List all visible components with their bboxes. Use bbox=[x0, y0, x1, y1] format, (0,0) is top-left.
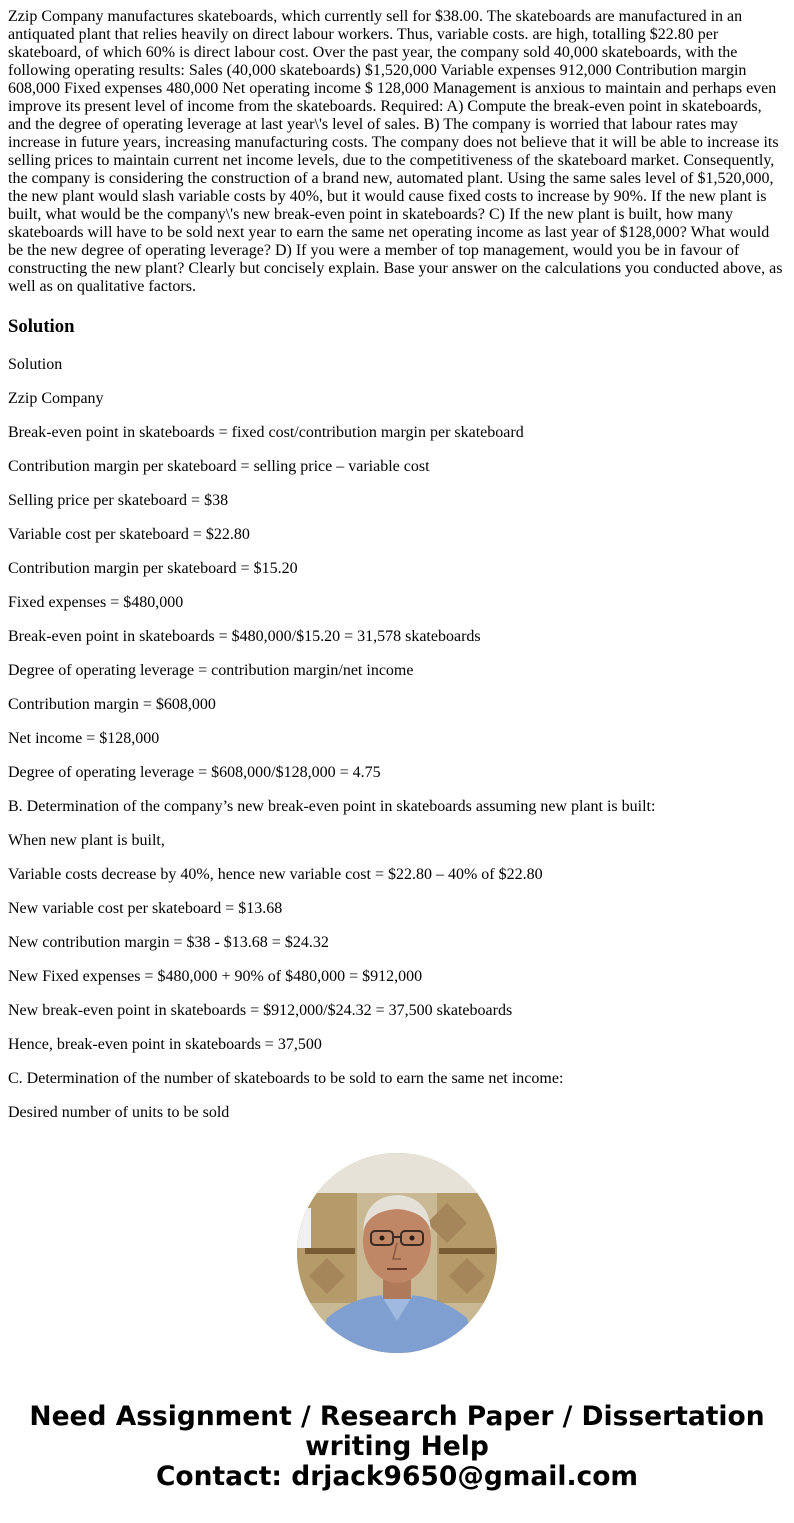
solution-line: New variable cost per skateboard = $13.68 bbox=[8, 900, 283, 917]
banner-contact-email: Contact: drjack9650@gmail.com bbox=[155, 1461, 639, 1492]
solution-line: Variable costs decrease by 40%, hence new variable cost = $22.80 – 40% of $22.80 bbox=[8, 866, 543, 883]
solution-body bbox=[8, 356, 784, 1122]
solution-line: Break-even point in skateboards = $480,000/$15.20 = 31,578 skateboards bbox=[8, 628, 481, 645]
solution-line: Hence, break-even point in skateboards = 37,500 bbox=[8, 1036, 322, 1053]
solution-line: Fixed expenses = $480,000 bbox=[8, 594, 184, 611]
solution-line: Degree of operating leverage = $608,000/$128,000 = 4.75 bbox=[8, 764, 381, 781]
solution-line: When new plant is built, bbox=[8, 832, 165, 849]
banner-line-1: Need Assignment / Research Paper / Dissertation bbox=[29, 1401, 765, 1432]
solution-line: Net income = $128,000 bbox=[8, 730, 160, 747]
solution-heading: Solution bbox=[8, 316, 75, 337]
author-portrait-image bbox=[297, 1153, 497, 1353]
document-content bbox=[8, 8, 784, 1138]
solution-line: Contribution margin = $608,000 bbox=[8, 696, 216, 713]
solution-line: Contribution margin per skateboard = selling price – variable cost bbox=[8, 458, 430, 475]
solution-line: New Fixed expenses = $480,000 + 90% of $480,000 = $912,000 bbox=[8, 968, 423, 985]
solution-line: New break-even point in skateboards = $912,000/$24.32 = 37,500 skateboards bbox=[8, 1002, 513, 1019]
solution-line: Break-even point in skateboards = fixed cost/contribution margin per skateboard bbox=[8, 424, 524, 441]
contact-banner bbox=[0, 1402, 794, 1492]
author-avatar bbox=[297, 1153, 497, 1353]
solution-line: New contribution margin = $38 - $13.68 = $24.32 bbox=[8, 934, 329, 951]
solution-line: B. Determination of the company’s new break-even point in skateboards assuming new plant is built: bbox=[8, 798, 656, 815]
solution-line: Degree of operating leverage = contribution margin/net income bbox=[8, 662, 414, 679]
question-text: Zzip Company manufactures skateboards, which currently sell for $38.00. The skateboards are manufactured in an antiquated plant that relies heavily on direct labour workers. Thus, variable costs. are high, totalling $22.80 per skateboard, of which 60% is direct labour cost. Over the past year, the company sold 40,000 skateboards, with the following operating results: Sales (40,000 skateboards) $1,520,000 Variable expenses 912,000 Contribution margin 608,000 Fixed expenses 480,000 Net operating income $ 128,000 Management is anxious to maintain and perhaps even improve its present level of income from the skateboards. Required: A) Compute the break-even point in skateboards, and the degree of operating leverage at last year\'s level of sales. B) The company is worried that labour rates may increase in future years, increasing manufacturing costs. The company does not believe that it will be able to increase its selling prices to maintain current net income levels, due to the competitiveness of the skateboard market. Consequently, the company is considering the construction of a brand new, automated plant. Using the same sales level of $1,520,000, the new plant would slash variable costs by 40%, but it would cause fixed costs to increase by 90%. If the new plant is built, what would be the company\'s new break-even point in skateboards? C) If the new plant is built, how many skateboards will have to be sold next year to earn the same net operating income as last year of $128,000? What would be the new degree of operating leverage? D) If you were a member of top management, would you be in favour of constructing the new plant? Clearly but concisely explain. Base your answer on the calculations you conducted above, as well as on qualitative factors. bbox=[8, 8, 783, 295]
solution-line: Variable cost per skateboard = $22.80 bbox=[8, 526, 250, 543]
solution-line: C. Determination of the number of skateboards to be sold to earn the same net income: bbox=[8, 1070, 564, 1087]
solution-line: Desired number of units to be sold bbox=[8, 1104, 230, 1121]
solution-line: Zzip Company bbox=[8, 390, 104, 407]
solution-line: Contribution margin per skateboard = $15.20 bbox=[8, 560, 298, 577]
solution-line: Selling price per skateboard = $38 bbox=[8, 492, 229, 509]
solution-line: Solution bbox=[8, 356, 63, 373]
banner-line-2: writing Help bbox=[305, 1431, 489, 1462]
